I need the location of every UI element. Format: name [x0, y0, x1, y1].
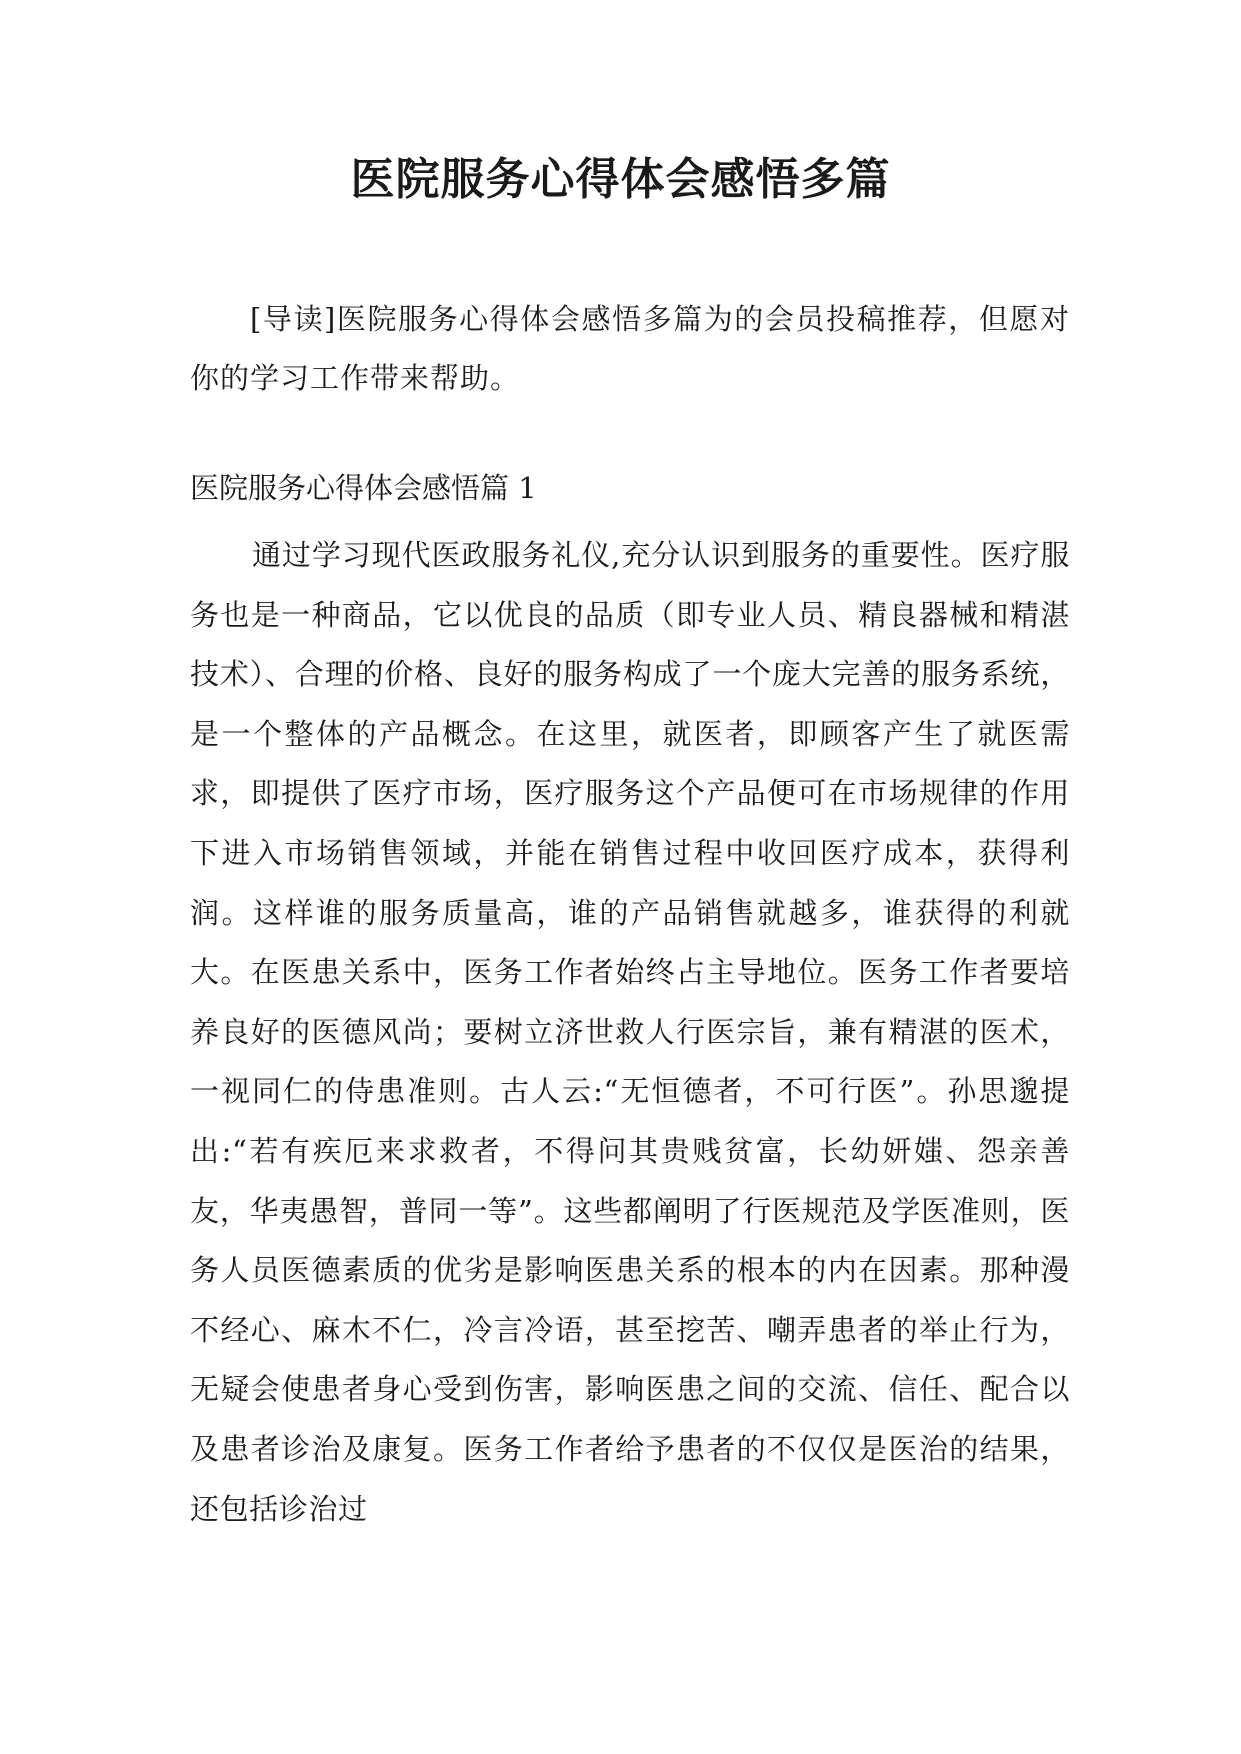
- intro-paragraph: [导读]医院服务心得体会感悟多篇为的会员投稿推荐，但愿对你的学习工作带来帮助。: [190, 302, 1070, 395]
- document-title: 医院服务心得体会感悟多篇: [350, 154, 891, 205]
- body-paragraph: 通过学习现代医政服务礼仪,充分认识到服务的重要性。医疗服务也是一种商品，它以优良的品质（即专业人员、精良器械和精湛技术）、合理的价格、良好的服务构成了一个庞大完善的服务系统，是一个整体的产品概念。在这里，就医者，即顾客产生了就医需求，即提供了医疗市场，医疗服务这个产品便可在市场规律的作用下进入市场销售领域，并能在销售过程中收回医疗成本，获得利润。这样谁的服务质量高，谁的产品销售就越多，谁获得的利就大。在医患关系中，医务工作者始终占主导地位。医务工作者要培养良好的医德风尚；要树立济世救人行医宗旨，兼有精湛的医术，一视同仁的侍患准则。古人云:“无恒德者，不可行医”。孙思邈提出:“若有疾厄来求救者，不得问其贵贱贫富，长幼妍媸、怨亲善友，华夷愚智，普同一等”。这些都阐明了行医规范及学医准则，医务人员医德素质的优劣是影响医患关系的根本的内在因素。那种漫不经心、麻木不仁，冷言冷语，甚至挖苦、嘲弄患者的举止行为，无疑会使患者身心受到伤害，影响医患之间的交流、信任、配合以及患者诊治及康复。医务工作者给予患者的不仅仅是医治的结果，还包括诊治过: [190, 538, 1070, 1526]
- section-heading: 医院服务心得体会感悟篇 1: [190, 471, 537, 505]
